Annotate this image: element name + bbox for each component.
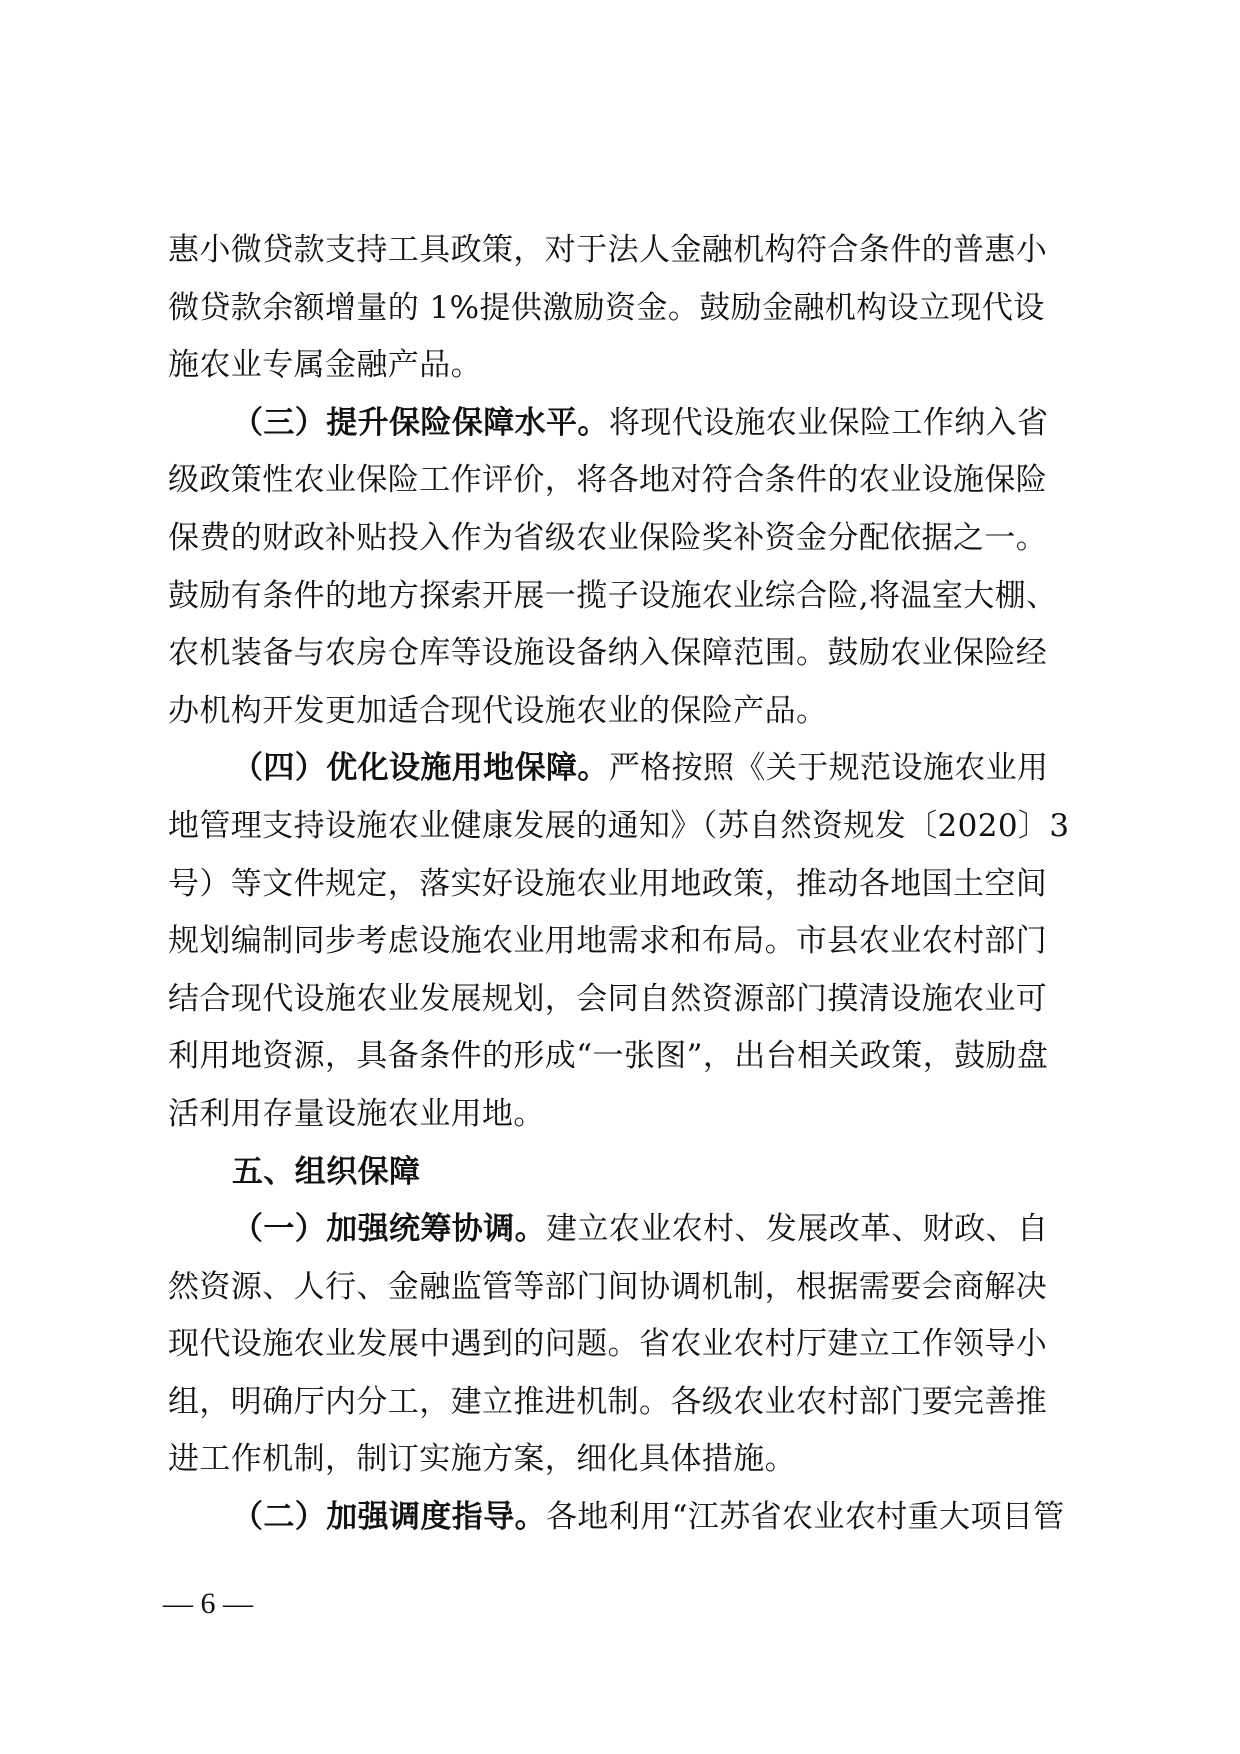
paragraph-text: 各地利用“江苏省农业农村重大项目管	[546, 1499, 1065, 1536]
paragraph-text: 严格按照《关于规范设施农业用	[608, 750, 1049, 787]
body-line: 然资源、人行、金融监管等部门间协调机制，根据需要会商解决	[168, 1268, 1048, 1305]
body-line: 地管理支持设施农业健康发展的通知》（苏自然资规发〔2020〕3	[168, 807, 1070, 844]
body-line: 活利用存量设施农业用地。	[168, 1095, 545, 1132]
body-line: 微贷款余额增量的 1%提供激励资金。鼓励金融机构设立现代设	[168, 289, 1045, 326]
body-line: 现代设施农业发展中遇到的问题。省农业农村厅建立工作领导小	[168, 1326, 1048, 1363]
body-line: 农机装备与农房仓库等设施设备纳入保障范围。鼓励农业保险经	[168, 635, 1048, 672]
body-line: 保费的财政补贴投入作为省级农业保险奖补资金分配依据之一。	[168, 519, 1048, 556]
page-number: — 6 —	[163, 1587, 253, 1620]
body-line: 利用地资源，具备条件的形成“一张图”，出台相关政策，鼓励盘	[168, 1038, 1049, 1075]
paragraph-land-first-line	[168, 740, 1074, 798]
body-line: 鼓励有条件的地方探索开展一揽子设施农业综合险,将温室大棚、	[168, 577, 1058, 614]
body-line: 号）等文件规定，落实好设施农业用地政策，推动各地国土空间	[168, 865, 1048, 902]
paragraph-coordination-first-line	[168, 1201, 1074, 1259]
paragraph-heading-coordination: （一）加强统筹协调。	[232, 1211, 546, 1248]
paragraph-heading-insurance: （三）提升保险保障水平。	[232, 404, 609, 441]
paragraph-text: 建立农业农村、发展改革、财政、自	[546, 1211, 1049, 1248]
body-line: 进工作机制，制订实施方案，细化具体措施。	[168, 1441, 796, 1478]
body-line: 结合现代设施农业发展规划，会同自然资源部门摸清设施农业可	[168, 980, 1048, 1017]
paragraph-insurance-first-line	[168, 395, 1074, 453]
body-line: 惠小微贷款支持工具政策，对于法人金融机构符合条件的普惠小	[168, 232, 1048, 268]
paragraph-guidance-first-line	[168, 1489, 1074, 1547]
body-line: 组，明确厅内分工，建立推进机制。各级农业农村部门要完善推	[168, 1383, 1048, 1420]
paragraph-text: 将现代设施农业保险工作纳入省	[608, 404, 1049, 441]
body-line: 级政策性农业保险工作评价，将各地对符合条件的农业设施保险	[168, 462, 1048, 499]
body-line: 规划编制同步考虑设施农业用地需求和布局。市县农业农村部门	[168, 923, 1048, 960]
body-line: 办机构开发更加适合现代设施农业的保险产品。	[168, 692, 828, 729]
section-heading-five: 五、组织保障	[232, 1153, 421, 1190]
paragraph-heading-land: （四）优化设施用地保障。	[232, 750, 609, 787]
paragraph-heading-guidance: （二）加强调度指导。	[232, 1499, 546, 1536]
body-text	[168, 222, 1074, 1547]
body-line: 施农业专属金融产品。	[168, 347, 482, 384]
